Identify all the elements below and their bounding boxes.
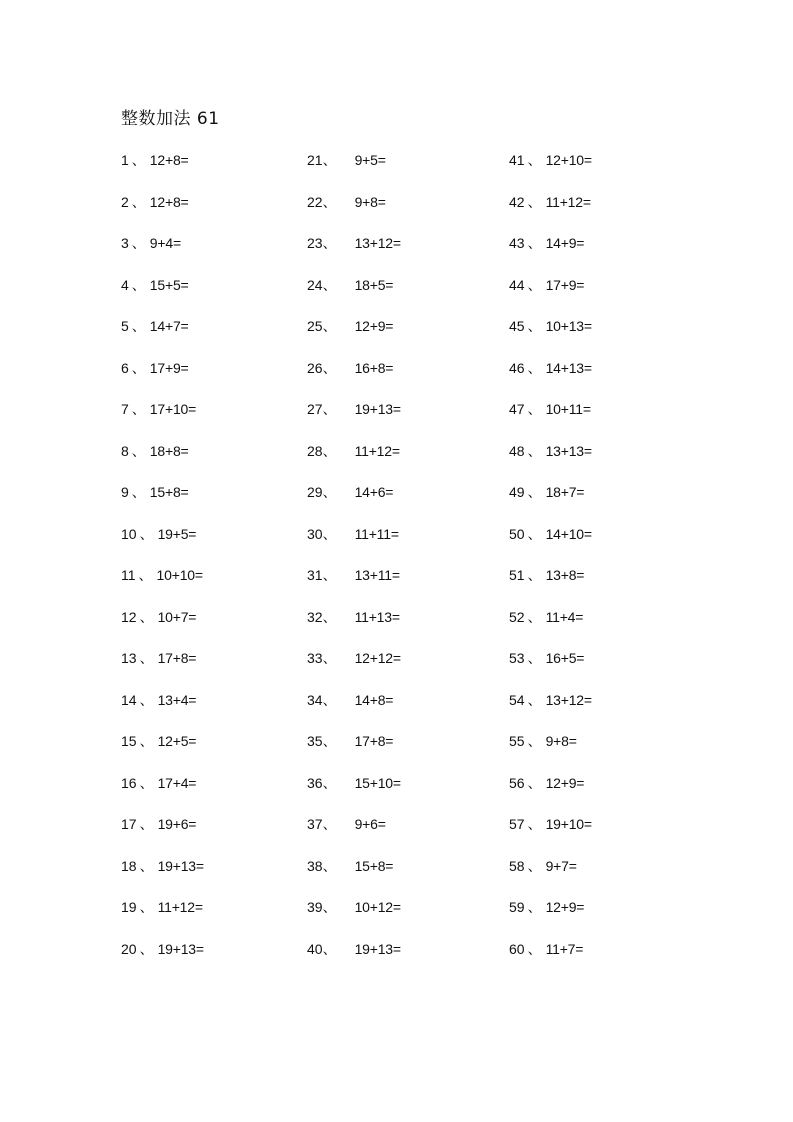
problem-expression: 12+5= xyxy=(157,733,197,749)
problem-expression: 11+12= xyxy=(545,193,591,210)
problem-item xyxy=(307,647,507,689)
problem-separator: 、 xyxy=(139,940,154,957)
problem-item xyxy=(509,357,709,399)
problem-number: 57 xyxy=(509,816,525,832)
problem-expression: 14+7= xyxy=(149,318,189,334)
problem-number: 56 xyxy=(509,774,525,791)
problem-item xyxy=(121,232,321,274)
problem-separator: 、 xyxy=(322,816,337,832)
problem-separator: 、 xyxy=(139,857,154,874)
problem-expression: 11+12= xyxy=(354,442,400,459)
problem-separator: 、 xyxy=(139,733,154,749)
problem-separator: 、 xyxy=(131,359,146,376)
problem-separator: 、 xyxy=(322,774,337,791)
problem-expression: 19+13= xyxy=(354,401,401,417)
problem-expression: 9+4= xyxy=(149,235,181,251)
problem-number: 16 xyxy=(121,774,137,791)
problem-item xyxy=(509,689,709,731)
problem-separator: 、 xyxy=(322,276,337,293)
problem-expression: 14+10= xyxy=(545,525,592,542)
problem-number: 35 xyxy=(307,733,323,749)
problem-number: 29 xyxy=(307,484,323,500)
problem-number: 12 xyxy=(121,608,137,625)
problem-item xyxy=(509,315,709,357)
problem-number: 39 xyxy=(307,899,323,915)
problem-separator: 、 xyxy=(322,899,337,915)
problem-item xyxy=(121,357,321,399)
problem-separator: 、 xyxy=(322,857,337,874)
problem-expression: 19+6= xyxy=(157,816,197,832)
problem-number: 34 xyxy=(307,691,323,708)
problem-separator: 、 xyxy=(131,318,146,334)
problem-item xyxy=(509,564,709,606)
problem-expression: 19+13= xyxy=(157,940,204,957)
problem-expression: 15+8= xyxy=(149,484,189,500)
problem-number: 52 xyxy=(509,608,525,625)
problem-item xyxy=(121,855,321,897)
problem-expression: 12+8= xyxy=(149,152,189,168)
problem-item xyxy=(121,772,321,814)
problem-item xyxy=(307,191,507,233)
problem-separator: 、 xyxy=(527,857,542,874)
problem-item xyxy=(307,232,507,274)
problem-item xyxy=(307,357,507,399)
problem-separator: 、 xyxy=(527,276,542,293)
problem-number: 41 xyxy=(509,152,525,168)
problem-number: 20 xyxy=(121,940,137,957)
problem-expression: 10+11= xyxy=(545,401,591,417)
problem-number: 15 xyxy=(121,733,137,749)
problem-item xyxy=(307,398,507,440)
problem-expression: 12+9= xyxy=(354,318,394,334)
problem-item xyxy=(121,315,321,357)
problem-number: 22 xyxy=(307,193,323,210)
problem-separator: 、 xyxy=(131,442,146,459)
problem-expression: 12+10= xyxy=(545,152,592,168)
problem-expression: 14+6= xyxy=(354,484,394,500)
problem-number: 43 xyxy=(509,235,525,251)
problem-item xyxy=(509,149,709,191)
problem-separator: 、 xyxy=(131,276,146,293)
problem-expression: 17+8= xyxy=(354,733,394,749)
problem-item xyxy=(307,606,507,648)
problem-separator: 、 xyxy=(131,484,146,500)
problem-expression: 16+8= xyxy=(354,359,394,376)
problem-expression: 11+7= xyxy=(545,940,584,957)
problem-separator: 、 xyxy=(322,318,337,334)
problem-separator: 、 xyxy=(322,733,337,749)
problem-item xyxy=(121,398,321,440)
problem-number: 27 xyxy=(307,401,323,417)
problem-item xyxy=(121,149,321,191)
problem-expression: 12+12= xyxy=(354,650,401,666)
problem-separator: 、 xyxy=(322,152,337,168)
problem-number: 8 xyxy=(121,442,129,459)
problem-number: 60 xyxy=(509,940,525,957)
problem-item xyxy=(121,191,321,233)
problem-separator: 、 xyxy=(131,235,146,251)
problem-item xyxy=(307,274,507,316)
problem-column-2 xyxy=(307,149,507,979)
problem-expression: 10+13= xyxy=(545,318,592,334)
problem-item xyxy=(121,440,321,482)
problem-number: 24 xyxy=(307,276,323,293)
problem-separator: 、 xyxy=(139,899,154,915)
problem-separator: 、 xyxy=(527,152,542,168)
problem-expression: 13+12= xyxy=(545,691,592,708)
problem-number: 14 xyxy=(121,691,137,708)
problem-item xyxy=(121,896,321,938)
problem-item xyxy=(509,481,709,523)
problem-separator: 、 xyxy=(322,650,337,666)
problem-number: 44 xyxy=(509,276,525,293)
problem-separator: 、 xyxy=(322,359,337,376)
problem-item xyxy=(509,647,709,689)
problem-item xyxy=(307,481,507,523)
problem-number: 59 xyxy=(509,899,525,915)
problem-expression: 17+9= xyxy=(149,359,189,376)
problem-number: 38 xyxy=(307,857,323,874)
problem-number: 37 xyxy=(307,816,323,832)
problem-number: 45 xyxy=(509,318,525,334)
problem-number: 36 xyxy=(307,774,323,791)
problem-item xyxy=(509,772,709,814)
problem-number: 51 xyxy=(509,567,525,583)
problem-separator: 、 xyxy=(527,484,542,500)
problem-item xyxy=(307,855,507,897)
problem-item xyxy=(509,191,709,233)
problem-separator: 、 xyxy=(139,816,154,832)
problem-number: 11 xyxy=(121,567,136,583)
problem-item xyxy=(307,772,507,814)
problem-item xyxy=(509,855,709,897)
problem-expression: 15+5= xyxy=(149,276,189,293)
problem-number: 2 xyxy=(121,193,129,210)
problem-number: 5 xyxy=(121,318,129,334)
problem-number: 48 xyxy=(509,442,525,459)
problem-number: 32 xyxy=(307,608,323,625)
problem-separator: 、 xyxy=(527,318,542,334)
problem-separator: 、 xyxy=(322,608,337,625)
problem-number: 54 xyxy=(509,691,525,708)
problem-expression: 14+13= xyxy=(545,359,592,376)
problem-column-3 xyxy=(509,149,709,979)
problem-separator: 、 xyxy=(139,650,154,666)
problem-expression: 12+9= xyxy=(545,899,585,915)
problem-separator: 、 xyxy=(527,359,542,376)
problem-separator: 、 xyxy=(527,816,542,832)
problem-separator: 、 xyxy=(527,442,542,459)
problem-expression: 17+8= xyxy=(157,650,197,666)
problem-number: 46 xyxy=(509,359,525,376)
problem-item xyxy=(307,564,507,606)
problem-expression: 12+8= xyxy=(149,193,189,210)
problem-number: 40 xyxy=(307,940,323,957)
problem-expression: 15+10= xyxy=(354,774,401,791)
problem-item xyxy=(509,523,709,565)
problem-expression: 14+8= xyxy=(354,691,394,708)
problem-number: 21 xyxy=(307,152,323,168)
problem-item xyxy=(121,481,321,523)
problem-expression: 9+8= xyxy=(545,733,577,749)
problem-item xyxy=(121,564,321,606)
problem-separator: 、 xyxy=(322,442,337,459)
problem-separator: 、 xyxy=(322,940,337,957)
problem-item xyxy=(121,813,321,855)
problem-expression: 19+13= xyxy=(354,940,401,957)
problem-item xyxy=(307,149,507,191)
problem-separator: 、 xyxy=(527,899,542,915)
problem-separator: 、 xyxy=(322,235,337,251)
problem-separator: 、 xyxy=(131,193,146,210)
problem-expression: 19+13= xyxy=(157,857,204,874)
problem-expression: 9+8= xyxy=(354,193,386,210)
problem-item xyxy=(509,440,709,482)
problem-separator: 、 xyxy=(527,567,542,583)
problem-item xyxy=(509,274,709,316)
problem-expression: 18+8= xyxy=(149,442,189,459)
problem-separator: 、 xyxy=(527,525,542,542)
problem-number: 3 xyxy=(121,235,129,251)
problem-number: 31 xyxy=(307,567,323,583)
problem-separator: 、 xyxy=(139,691,154,708)
problem-item xyxy=(121,938,321,980)
problem-expression: 18+5= xyxy=(354,276,394,293)
problem-expression: 12+9= xyxy=(545,774,585,791)
problem-expression: 11+11= xyxy=(354,525,399,542)
problem-separator: 、 xyxy=(322,484,337,500)
problem-expression: 10+12= xyxy=(354,899,401,915)
problem-expression: 13+4= xyxy=(157,691,197,708)
problem-expression: 13+11= xyxy=(354,567,400,583)
problem-expression: 19+5= xyxy=(157,525,197,542)
problem-number: 4 xyxy=(121,276,129,293)
problem-expression: 9+7= xyxy=(545,857,577,874)
problem-expression: 16+5= xyxy=(545,650,585,666)
problem-number: 13 xyxy=(121,650,137,666)
problem-expression: 10+10= xyxy=(156,567,203,583)
problem-number: 30 xyxy=(307,525,323,542)
problem-expression: 17+9= xyxy=(545,276,585,293)
problem-number: 19 xyxy=(121,899,137,915)
problem-number: 9 xyxy=(121,484,129,500)
page-title: 整数加法 61 xyxy=(121,109,220,129)
problem-expression: 11+13= xyxy=(354,608,400,625)
problem-item xyxy=(121,730,321,772)
problem-separator: 、 xyxy=(527,650,542,666)
problem-number: 49 xyxy=(509,484,525,500)
problem-item xyxy=(307,896,507,938)
problem-separator: 、 xyxy=(322,193,337,210)
problem-item xyxy=(121,689,321,731)
problem-separator: 、 xyxy=(138,567,153,583)
problem-number: 10 xyxy=(121,525,137,542)
problem-separator: 、 xyxy=(322,567,337,583)
problem-separator: 、 xyxy=(139,525,154,542)
problem-item xyxy=(307,689,507,731)
problem-separator: 、 xyxy=(322,525,337,542)
problem-separator: 、 xyxy=(527,608,542,625)
problem-item xyxy=(509,232,709,274)
problem-item xyxy=(509,730,709,772)
problem-expression: 11+4= xyxy=(545,608,584,625)
problem-number: 47 xyxy=(509,401,525,417)
problem-expression: 18+7= xyxy=(545,484,585,500)
problem-item xyxy=(121,523,321,565)
problem-separator: 、 xyxy=(139,608,154,625)
problem-item xyxy=(509,813,709,855)
problem-expression: 9+5= xyxy=(354,152,386,168)
problem-expression: 10+7= xyxy=(157,608,197,625)
problem-separator: 、 xyxy=(527,733,542,749)
problem-number: 42 xyxy=(509,193,525,210)
problem-item xyxy=(307,440,507,482)
problem-item xyxy=(509,938,709,980)
problem-expression: 14+9= xyxy=(545,235,585,251)
problem-item xyxy=(121,647,321,689)
problem-separator: 、 xyxy=(131,152,146,168)
problem-item xyxy=(307,938,507,980)
problem-expression: 13+12= xyxy=(354,235,401,251)
problem-item xyxy=(509,398,709,440)
problem-separator: 、 xyxy=(527,774,542,791)
problem-separator: 、 xyxy=(139,774,154,791)
problem-item xyxy=(307,523,507,565)
problem-expression: 11+12= xyxy=(157,899,203,915)
problem-expression: 19+10= xyxy=(545,816,592,832)
problem-number: 26 xyxy=(307,359,323,376)
problem-item xyxy=(307,730,507,772)
problem-item xyxy=(121,274,321,316)
problem-number: 1 xyxy=(121,152,129,168)
problem-number: 6 xyxy=(121,359,129,376)
problem-expression: 15+8= xyxy=(354,857,394,874)
problem-expression: 9+6= xyxy=(354,816,386,832)
problem-expression: 13+8= xyxy=(545,567,585,583)
problem-number: 28 xyxy=(307,442,323,459)
problem-number: 23 xyxy=(307,235,323,251)
problem-separator: 、 xyxy=(131,401,146,417)
problem-separator: 、 xyxy=(527,691,542,708)
problem-number: 17 xyxy=(121,816,137,832)
problem-item xyxy=(121,606,321,648)
problem-expression: 17+10= xyxy=(149,401,197,417)
problem-item xyxy=(307,315,507,357)
problem-separator: 、 xyxy=(527,940,542,957)
problem-number: 18 xyxy=(121,857,137,874)
problem-expression: 13+13= xyxy=(545,442,592,459)
problem-separator: 、 xyxy=(527,401,542,417)
problem-number: 58 xyxy=(509,857,525,874)
problem-item xyxy=(307,813,507,855)
problem-item xyxy=(509,896,709,938)
problem-item xyxy=(509,606,709,648)
problem-column-1 xyxy=(121,149,321,979)
problem-separator: 、 xyxy=(322,401,337,417)
problem-expression: 17+4= xyxy=(157,774,197,791)
problem-separator: 、 xyxy=(527,193,542,210)
problem-number: 25 xyxy=(307,318,323,334)
problem-separator: 、 xyxy=(322,691,337,708)
problem-number: 50 xyxy=(509,525,525,542)
problem-separator: 、 xyxy=(527,235,542,251)
problem-number: 33 xyxy=(307,650,323,666)
problem-number: 55 xyxy=(509,733,525,749)
problem-number: 53 xyxy=(509,650,525,666)
problem-number: 7 xyxy=(121,401,129,417)
